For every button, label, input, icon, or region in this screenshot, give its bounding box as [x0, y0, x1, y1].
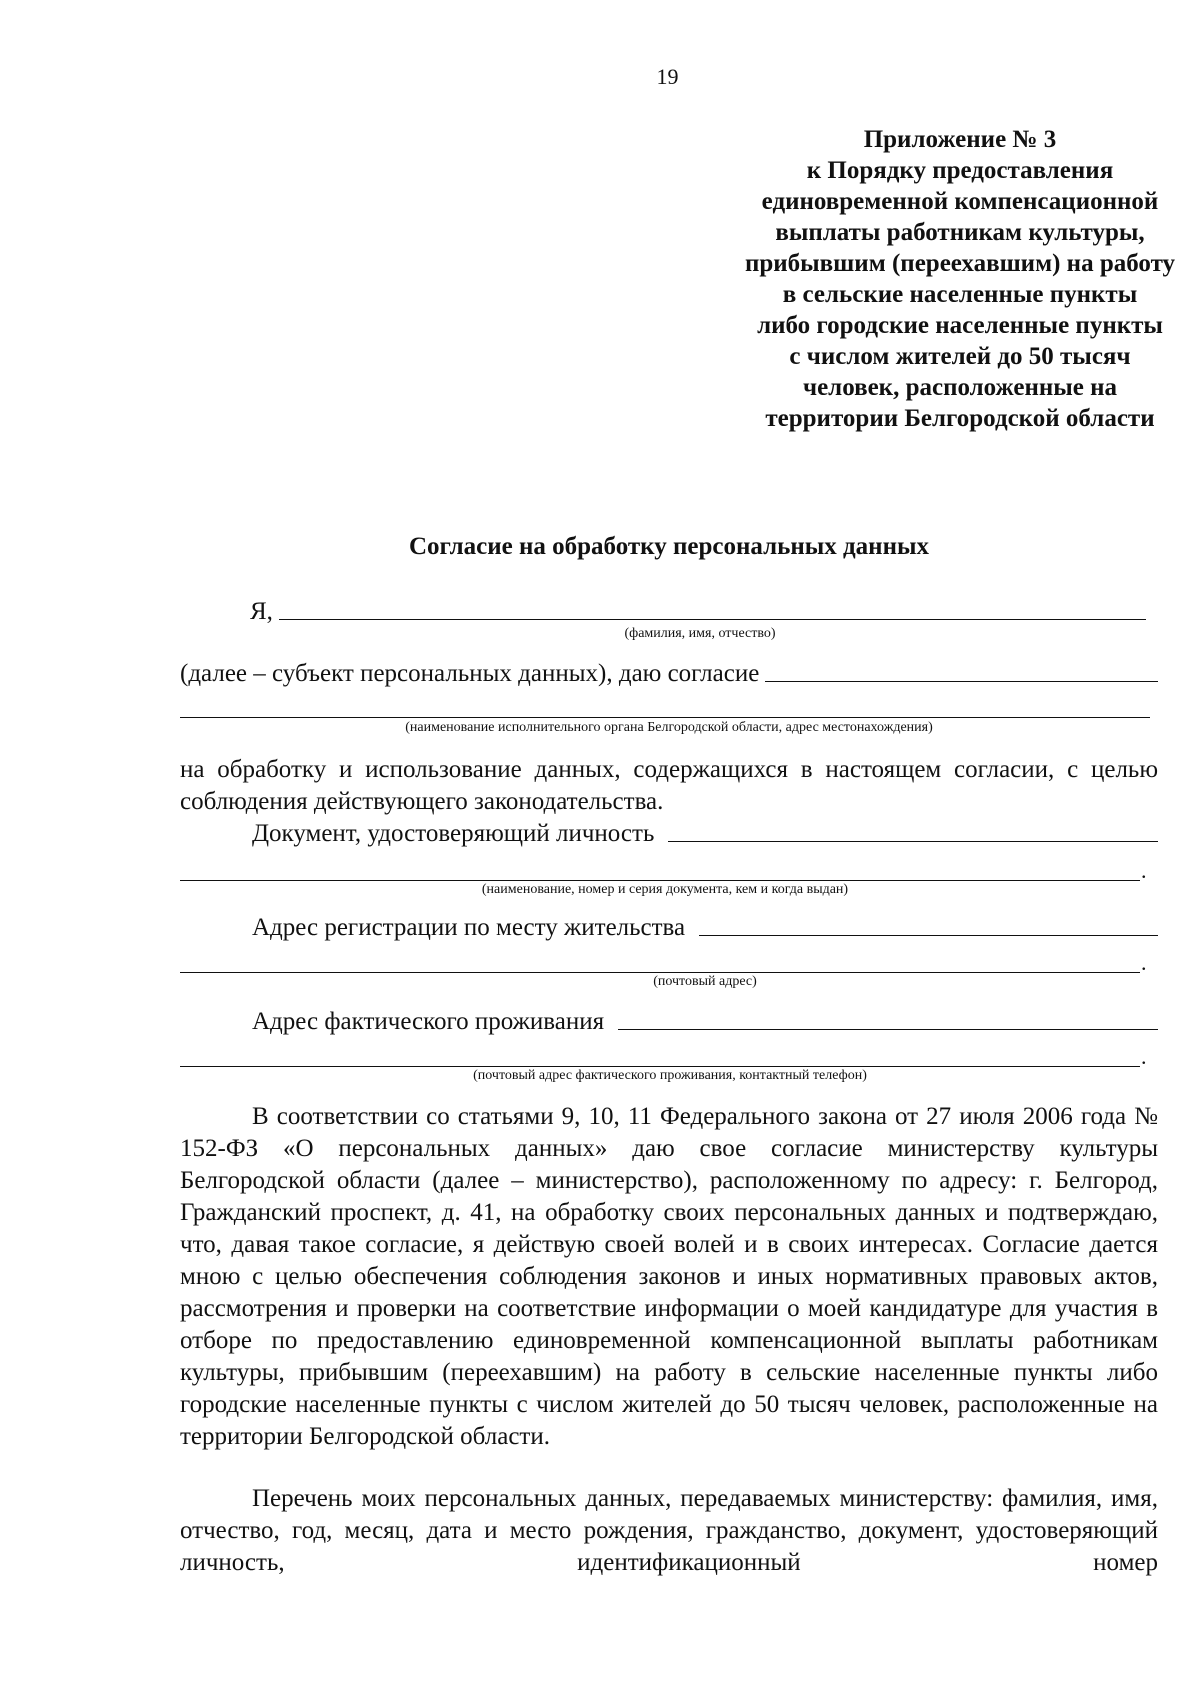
reg-address-field-part1[interactable] — [699, 935, 1158, 936]
usage-text: на обработку и использование данных, содержащихся в настоящем согласии, с целью соблюдения действующего законодательства. — [180, 756, 1158, 815]
fio-field[interactable] — [279, 619, 1146, 620]
organ-hint: (наименование исполнительного органа Белгородской области, адрес местонахождения) — [405, 720, 933, 735]
subject-label: (далее – субъект персональных данных), даю согласие — [180, 660, 760, 687]
appendix-line: территории Белгородской области — [765, 405, 1155, 432]
appendix-line: человек, расположенные на — [802, 374, 1118, 401]
form-title: Согласие на обработку персональных данных — [408, 533, 929, 560]
appendix-header — [660, 124, 1200, 434]
fio-prefix: Я, — [250, 598, 273, 625]
organ-field-part1[interactable] — [765, 681, 1158, 682]
appendix-line: к Порядку предоставления — [806, 157, 1114, 184]
appendix-line: прибывшим (переехавшим) на работу — [744, 250, 1176, 277]
fact-address-field-part1[interactable] — [618, 1029, 1158, 1030]
document-label: Документ, удостоверяющий личность — [252, 820, 655, 847]
fact-address-hint: (почтовый адрес фактического проживания, контактный телефон) — [473, 1068, 867, 1083]
postal-hint: (почтовый адрес) — [653, 974, 757, 989]
appendix-line: либо городские населенные пункты — [757, 312, 1163, 339]
appendix-line: в сельские населенные пункты — [782, 281, 1138, 308]
consent-paragraph: В соответствии со статьями 9, 10, 11 Федерального закона от 27 июля 2006 года № 152-ФЗ «О персональных данных» даю свое согласие министерству культуры Белгородской области (далее – министерство), расположенному по адресу: г. Белгород, Гражданский проспект, д. 41, на обработку своих персональных данных и подтверждаю, что, давая такое согласие, я действую своей волей и в своих интересах. Согласие дается мною с целью обеспечения соблюдения законов и иных нормативных правовых актов, рассмотрения и проверки на соответствие информации о моей кандидатуре для участия в отборе по предоставлению единовременной компенсационной выплаты работникам культуры, прибывшим (переехавшим) на работу в сельские населенные пункты либо городские населенные пункты с числом жителей до 50 тысяч человек, расположенные на территории Белгородской области. — [180, 1103, 1158, 1450]
appendix-line: Приложение № 3 — [863, 126, 1057, 153]
appendix-line: единовременной компенсационной — [761, 188, 1159, 215]
organ-field-part2[interactable] — [180, 717, 1150, 718]
fact-address-row — [252, 1008, 1158, 1036]
appendix-line: выплаты работникам культуры, — [775, 219, 1145, 246]
fio-hint: (фамилия, имя, отчество) — [624, 626, 776, 641]
page-number: 19 — [656, 64, 679, 89]
document-hint: (наименование, номер и серия документа, кем и когда выдан) — [481, 882, 849, 897]
reg-address-field-part2[interactable] — [180, 972, 1140, 973]
fact-address-label: Адрес фактического проживания — [252, 1008, 605, 1035]
document-field-part2[interactable] — [180, 880, 1140, 881]
document-field-part1[interactable] — [668, 841, 1158, 842]
reg-address-row — [252, 914, 1158, 942]
line-end-dot: . — [1141, 1044, 1147, 1069]
fio-row — [250, 598, 1146, 626]
reg-address-label: Адрес регистрации по месту жительства — [252, 914, 686, 941]
fact-address-field-part2[interactable] — [180, 1066, 1140, 1067]
appendix-line: с числом жителей до 50 тысяч — [789, 343, 1131, 370]
document-row — [252, 820, 1158, 848]
subject-row — [180, 660, 1158, 688]
data-list-paragraph: Перечень моих персональных данных, передаваемых министерству: фамилия, имя, отчество, год, месяц, дата и место рождения, гражданство, документ, удостоверяющий личность, идентификационный номер — [180, 1485, 1158, 1576]
line-end-dot: . — [1141, 858, 1147, 883]
line-end-dot: . — [1141, 950, 1147, 975]
